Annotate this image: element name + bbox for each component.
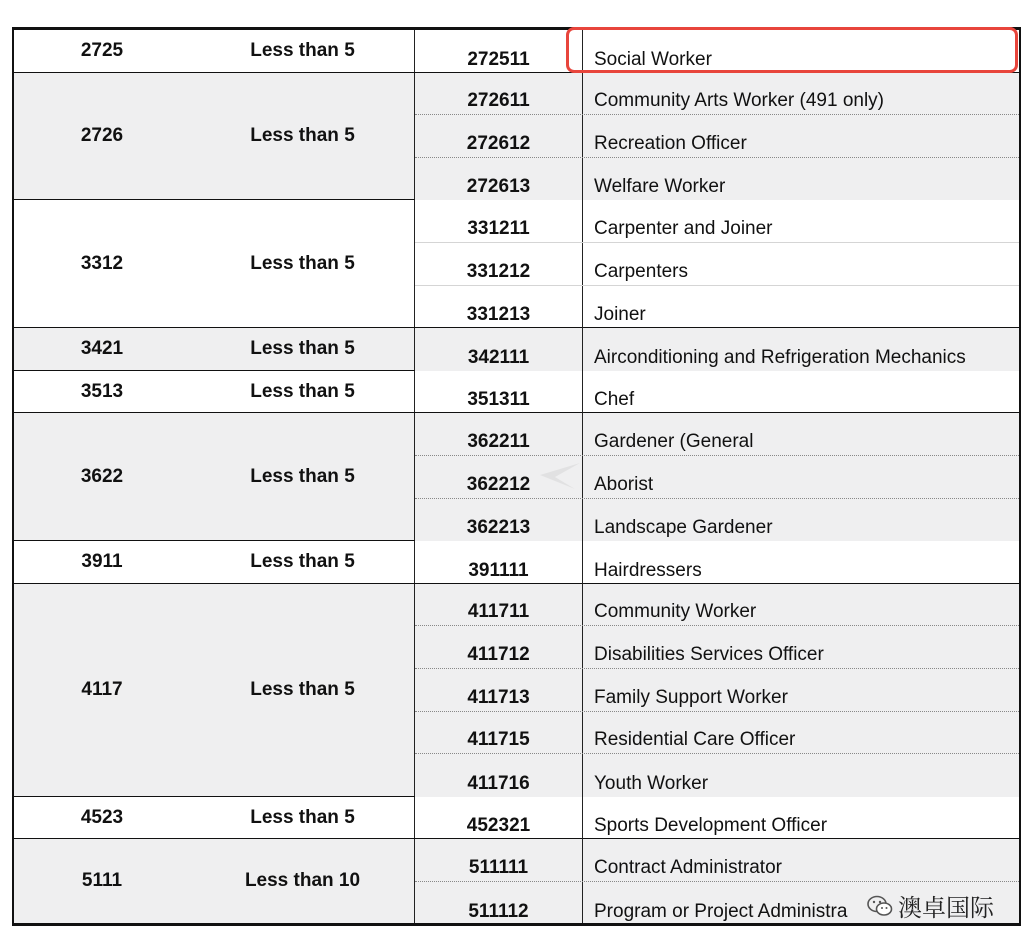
cell-divider (582, 328, 583, 371)
occupation-code: 411713 (467, 686, 530, 708)
wechat-icon (866, 892, 894, 920)
table-group (14, 584, 1019, 797)
occupation-title: Social Worker (594, 48, 712, 70)
occupation-row (415, 243, 1019, 286)
group-count-cell: Less than 5 (250, 39, 355, 61)
faint-watermark-logo (445, 455, 585, 495)
occupation-list (415, 584, 1019, 796)
cell-divider (582, 882, 583, 925)
occupation-title: Community Arts Worker (491 only) (594, 90, 885, 112)
occupation-title: Recreation Officer (594, 132, 747, 154)
group-count-cell: Less than 5 (190, 328, 415, 370)
occupation-code: 511112 (468, 900, 529, 922)
occupation-code: 362211 (467, 430, 530, 452)
cell-divider (582, 158, 583, 201)
occupation-list (415, 328, 1019, 370)
group-code-cell: 3513 (80, 380, 124, 402)
occupation-title: Residential Care Officer (594, 729, 796, 751)
occupation-code: 411716 (467, 772, 530, 794)
table-group (14, 73, 1019, 201)
occupation-title: Landscape Gardener (594, 517, 773, 539)
occupation-code: 452321 (466, 815, 531, 837)
group-code-cell: 4523 (80, 806, 124, 828)
group-code-cell: 3421 (14, 328, 190, 370)
group-code-cell: 2726 (14, 73, 190, 200)
table-group (14, 200, 1019, 328)
occupation-row (415, 115, 1019, 158)
occupation-title: Sports Development Officer (594, 815, 828, 837)
occupation-row (415, 712, 1019, 755)
group-code-cell: 3911 (81, 550, 123, 572)
cell-divider (582, 115, 583, 157)
group-count-cell: Less than 5 (190, 73, 415, 200)
highlight-box (566, 27, 1018, 73)
cell-divider (582, 371, 583, 414)
group-code-cell: 3622 (14, 413, 190, 540)
occupation-row (415, 797, 1019, 840)
occupation-row (415, 286, 1019, 329)
occupation-code: 272611 (467, 90, 530, 112)
occupation-code: 272511 (467, 48, 530, 70)
cell-divider (582, 584, 583, 626)
group-count-cell: Less than 5 (250, 550, 355, 572)
occupation-list (415, 200, 1019, 327)
occupation-code: 362213 (466, 517, 531, 539)
cell-divider (582, 712, 583, 754)
occupation-title: Carpenters (594, 260, 688, 282)
cell-divider (582, 839, 583, 881)
occupation-code: 351311 (467, 389, 530, 411)
occupation-title: Hairdressers (594, 559, 702, 581)
cell-divider (582, 669, 583, 711)
occupation-code: 331211 (467, 217, 530, 239)
wechat-watermark (866, 888, 994, 923)
occupation-code: 391111 (468, 559, 529, 581)
group-count-cell: Less than 5 (250, 252, 355, 274)
occupation-title: Gardener (General (594, 430, 754, 452)
occupation-title: Program or Project Administra (594, 900, 848, 922)
group-count-cell: Less than 5 (250, 380, 355, 402)
occupation-title: Family Support Worker (594, 686, 788, 708)
table-group (14, 797, 1019, 840)
occupation-code: 411711 (467, 601, 530, 623)
occupation-title: Chef (594, 389, 635, 411)
occupation-code: 411715 (467, 729, 530, 751)
occupation-title: Carpenter and Joiner (594, 217, 773, 239)
occupation-list (415, 371, 1019, 413)
occupation-list (415, 73, 1019, 200)
cell-divider (582, 754, 583, 797)
group-code-cell: 5111 (14, 839, 190, 923)
occupation-row (415, 371, 1019, 414)
cell-divider (582, 541, 583, 584)
cell-divider (582, 73, 583, 115)
occupation-row (415, 626, 1019, 669)
cell-divider (582, 626, 583, 668)
occupation-code: 331212 (466, 260, 531, 282)
table-group (14, 371, 1019, 414)
occupation-row (415, 328, 1019, 371)
occupation-title: Aborist (594, 473, 654, 495)
occupation-code: 511111 (468, 856, 529, 878)
occupation-title: Joiner (594, 304, 646, 326)
occupation-list (415, 797, 1019, 839)
group-count-cell: Less than 10 (190, 839, 415, 923)
occupation-code: 362212 (466, 473, 531, 495)
occupation-row (415, 669, 1019, 712)
occupation-title: Welfare Worker (594, 176, 726, 198)
occupation-code: 272613 (466, 176, 531, 198)
occupation-row (415, 158, 1019, 201)
cell-divider (582, 499, 583, 542)
table-group (14, 328, 1019, 371)
cell-divider (582, 243, 583, 285)
occupation-list (415, 541, 1019, 583)
occupation-row (415, 499, 1019, 542)
occupation-title: Contract Administrator (594, 856, 782, 878)
cell-divider (582, 286, 583, 329)
occupation-row (415, 754, 1019, 797)
group-code-cell: 4117 (14, 584, 190, 796)
occupation-title: Disabilities Services Officer (594, 643, 824, 665)
occupation-title: Airconditioning and Refrigeration Mechanics (594, 346, 966, 368)
cell-divider (582, 413, 583, 455)
occupation-row (415, 200, 1019, 243)
watermark-text: 澳卓国际 (898, 894, 994, 922)
cell-divider (582, 200, 583, 242)
group-count-cell: Less than 5 (190, 584, 415, 796)
occupation-row (415, 413, 1019, 456)
occupation-row (415, 73, 1019, 116)
occupation-code: 411712 (467, 643, 530, 665)
occupation-code: 272612 (466, 132, 531, 154)
cell-divider (582, 797, 583, 840)
occupation-title: Youth Worker (594, 772, 709, 794)
occupation-row (415, 584, 1019, 627)
group-code-cell: 3312 (80, 252, 124, 274)
group-count-cell: Less than 5 (190, 413, 415, 540)
occupation-code: 342111 (467, 346, 530, 368)
table-group (14, 541, 1019, 584)
group-code-cell: 2725 (80, 39, 124, 61)
group-count-cell: Less than 5 (250, 806, 355, 828)
occupation-row (415, 839, 1019, 882)
occupation-code: 331213 (466, 304, 531, 326)
occupation-title: Community Worker (594, 601, 757, 623)
occupation-row (415, 541, 1019, 584)
